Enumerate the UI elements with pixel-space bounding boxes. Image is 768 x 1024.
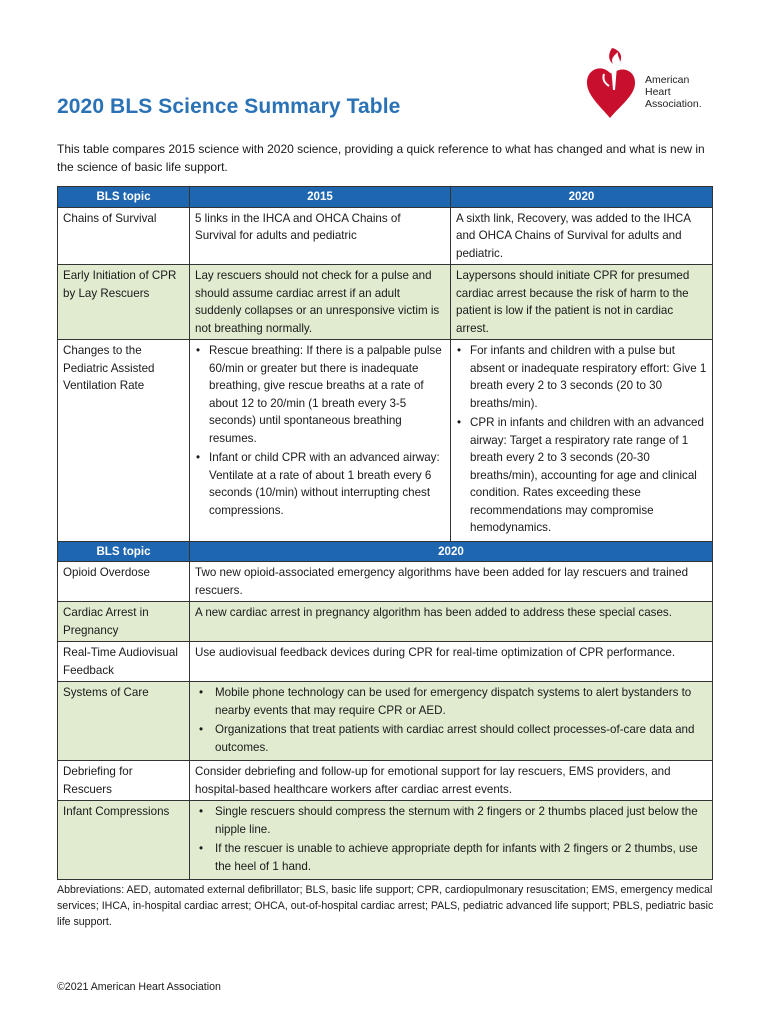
row-topic: Early Initiation of CPR by Lay Rescuers xyxy=(58,265,190,340)
list-item: • Infant or child CPR with an advanced airway: Ventilate at a rate of about 1 breath every 6 seconds (10/min) without interrupting chest compressions. xyxy=(209,449,445,519)
row-2020-cell xyxy=(190,801,713,880)
row-2015-cell: 5 links in the IHCA and OHCA Chains of Survival for adults and pediatric xyxy=(190,207,451,265)
row-topic: Real-Time Audiovisual Feedback xyxy=(58,642,190,682)
list-item: • CPR in infants and children with an advanced airway: Target a respiratory rate range of 1 breath every 2 to 3 seconds (20-30 breaths/min), accounting for age and clinical condition. Rates exceeding these recommendations may compromise hemodynamics. xyxy=(470,414,707,537)
row-2020-cell: Consider debriefing and follow-up for emotional support for lay rescuers, EMS providers, and hospital-based healthcare workers after cardiac arrest events. xyxy=(190,761,713,801)
page-title: 2020 BLS Science Summary Table xyxy=(57,95,401,118)
table-subheader-row xyxy=(58,541,713,562)
list-item: • If the rescuer is unable to achieve appropriate depth for infants with 2 fingers or 2 thumbs, use the heel of 1 hand. xyxy=(215,840,707,875)
aha-logo-text xyxy=(645,74,702,110)
row-2015-cell xyxy=(190,340,451,542)
row-topic: Chains of Survival xyxy=(58,207,190,265)
row-2020-cell: A new cardiac arrest in pregnancy algorithm has been added to address these special cases. xyxy=(190,602,713,642)
copyright-footer: ©2021 American Heart Association xyxy=(57,981,221,993)
table-row xyxy=(58,682,713,761)
header-2020: 2020 xyxy=(190,541,713,562)
bullet-list xyxy=(195,803,707,875)
bullet-list xyxy=(456,342,707,537)
abbreviations-note: Abbreviations: AED, automated external defibrillator; BLS, basic life support; CPR, cardiopulmonary resuscitation; EMS, emergency medical services; IHCA, in-hospital cardiac arrest; OHCA, out-of-hospital cardiac arrest; PALS, pediatric advanced life support; PBLS, pediatric basic life support. xyxy=(57,884,714,928)
bullet-list xyxy=(195,684,707,756)
row-topic: Changes to the Pediatric Assisted Ventilation Rate xyxy=(58,340,190,542)
table-row xyxy=(58,562,713,602)
table-header-row xyxy=(58,187,713,208)
row-2020-cell: Laypersons should initiate CPR for presumed cardiac arrest because the risk of harm to the patient is low if the patient is not in cardiac arrest. xyxy=(451,265,713,340)
heart-torch-icon xyxy=(582,44,642,124)
row-topic: Infant Compressions xyxy=(58,801,190,880)
list-item: • Organizations that treat patients with cardiac arrest should collect processes-of-care data and outcomes. xyxy=(215,721,707,756)
aha-logo xyxy=(582,44,722,124)
header-bls-topic: BLS topic xyxy=(58,187,190,208)
row-2020-cell: Use audiovisual feedback devices during CPR for real-time optimization of CPR performance. xyxy=(190,642,713,682)
logo-line-3: Association. xyxy=(645,98,702,110)
row-2020-cell xyxy=(190,682,713,761)
table-row xyxy=(58,602,713,642)
row-2015-cell: Lay rescuers should not check for a pulse and should assume cardiac arrest if an adult suddenly collapses or an unresponsive victim is not breathing normally. xyxy=(190,265,451,340)
header-2020: 2020 xyxy=(451,187,713,208)
header-2015: 2015 xyxy=(190,187,451,208)
list-item: • For infants and children with a pulse but absent or inadequate respiratory effort: Give 1 breath every 2 to 3 seconds (20 to 30 breaths/min). xyxy=(470,342,707,412)
row-topic: Cardiac Arrest in Pregnancy xyxy=(58,602,190,642)
table-row xyxy=(58,761,713,801)
logo-line-2: Heart xyxy=(645,86,671,98)
table-row xyxy=(58,340,713,542)
list-item: • Mobile phone technology can be used for emergency dispatch systems to alert bystanders to nearby events that may require CPR or AED. xyxy=(215,684,707,719)
table-row xyxy=(58,642,713,682)
row-topic: Opioid Overdose xyxy=(58,562,190,602)
table-row xyxy=(58,265,713,340)
intro-paragraph: This table compares 2015 science with 2020 science, providing a quick reference to what has changed and what is new in the science of basic life support. xyxy=(57,142,705,174)
header-bls-topic: BLS topic xyxy=(58,541,190,562)
row-2020-cell: Two new opioid-associated emergency algorithms have been added for lay rescuers and trained rescuers. xyxy=(190,562,713,602)
bls-summary-table xyxy=(57,186,713,880)
list-item: • Rescue breathing: If there is a palpable pulse 60/min or greater but there is inadequate breathing, give rescue breaths at a rate of about 12 to 20/min (1 breath every 3-5 seconds) until spontaneous breathing resumes. xyxy=(209,342,445,447)
row-topic: Systems of Care xyxy=(58,682,190,761)
logo-line-1: American xyxy=(645,74,690,86)
row-2020-cell: A sixth link, Recovery, was added to the IHCA and OHCA Chains of Survival for adults and pediatric. xyxy=(451,207,713,265)
bullet-list xyxy=(195,342,445,519)
row-2020-cell xyxy=(451,340,713,542)
row-topic: Debriefing for Rescuers xyxy=(58,761,190,801)
table-row xyxy=(58,801,713,880)
list-item: • Single rescuers should compress the sternum with 2 fingers or 2 thumbs placed just below the nipple line. xyxy=(215,803,707,838)
table-row xyxy=(58,207,713,265)
